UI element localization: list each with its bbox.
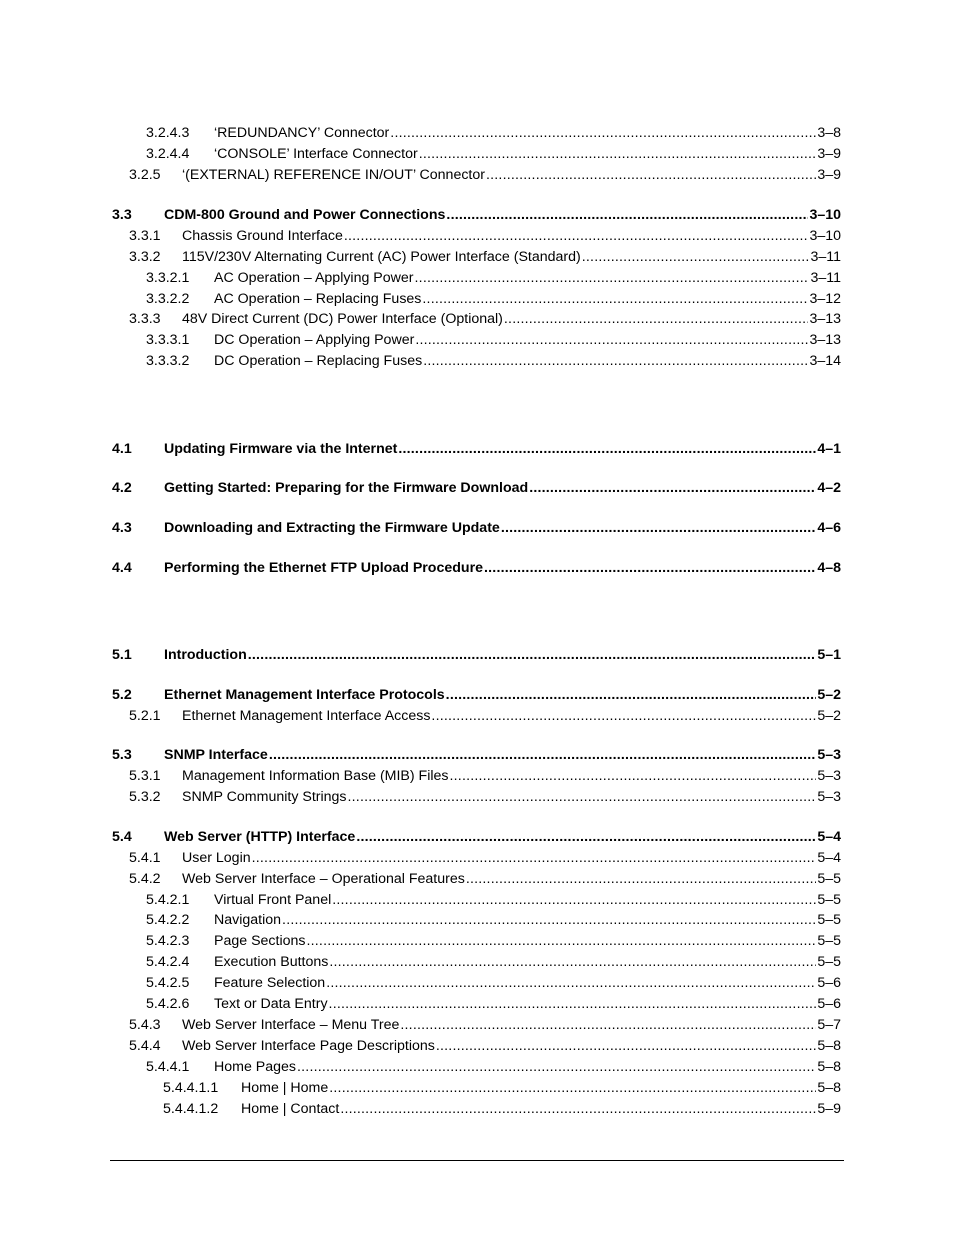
toc-section-entry[interactable] xyxy=(112,479,841,497)
toc-entry-number: 3.3.3.2 xyxy=(146,353,190,369)
toc-entry-title: Chassis Ground Interface xyxy=(182,228,343,244)
toc-entry-number: 5.3.1 xyxy=(129,768,161,784)
toc-entry-page: 3–10 xyxy=(809,228,841,244)
toc-dot-leader xyxy=(436,1037,816,1055)
toc-entry-title: Home | Contact xyxy=(241,1101,340,1117)
toc-entry-page: 5–5 xyxy=(817,954,841,970)
toc-dot-leader xyxy=(446,686,817,704)
toc-entry-title: Page Sections xyxy=(214,933,306,949)
toc-entry-number: 4.3 xyxy=(112,520,132,536)
toc-dot-leader xyxy=(422,290,808,308)
toc-entry[interactable] xyxy=(146,953,841,971)
toc-entry-number: 3.3 xyxy=(112,207,132,223)
toc-entry-number: 3.3.2.1 xyxy=(146,270,190,286)
toc-entry-page: 5–3 xyxy=(817,789,841,805)
toc-dot-leader xyxy=(486,166,816,184)
toc-entry[interactable] xyxy=(129,849,841,867)
toc-entry-title: Web Server Interface – Menu Tree xyxy=(182,1017,400,1033)
toc-entry-page: 5–5 xyxy=(817,871,841,887)
toc-entry-title: 48V Direct Current (DC) Power Interface (Optional) xyxy=(182,311,503,327)
toc-entry-title: Introduction xyxy=(164,647,247,663)
toc-dot-leader xyxy=(329,1079,816,1097)
toc-entry-page: 5–5 xyxy=(817,892,841,908)
toc-entry-number: 4.2 xyxy=(112,480,132,496)
toc-entry-number: 5.4.2.2 xyxy=(146,912,190,928)
toc-entry-title: DC Operation – Replacing Fuses xyxy=(214,353,423,369)
toc-entry-title: Management Information Base (MIB) Files xyxy=(182,768,449,784)
toc-entry-page: 5–8 xyxy=(817,1038,841,1054)
toc-entry-page: 5–4 xyxy=(817,850,841,866)
toc-entry-page: 3–13 xyxy=(809,311,841,327)
toc-entry-page: 3–11 xyxy=(810,270,841,286)
toc-entry-title: Virtual Front Panel xyxy=(214,892,332,908)
toc-entry[interactable] xyxy=(146,269,841,287)
toc-entry-page: 5–8 xyxy=(817,1059,841,1075)
toc-dot-leader xyxy=(466,870,816,888)
toc-dot-leader xyxy=(582,248,810,266)
toc-section-entry[interactable] xyxy=(112,206,841,224)
toc-entry-number: 3.2.4.4 xyxy=(146,146,190,162)
toc-entry-page: 3–13 xyxy=(809,332,841,348)
toc-entry-number: 5.4.3 xyxy=(129,1017,161,1033)
toc-entry-page: 5–6 xyxy=(817,975,841,991)
toc-entry-number: 5.1 xyxy=(112,647,132,663)
toc-section-entry[interactable] xyxy=(112,646,841,664)
toc-entry-number: 5.4.2.4 xyxy=(146,954,190,970)
toc-entry-title: ‘CONSOLE’ Interface Connector xyxy=(214,146,418,162)
toc-dot-leader xyxy=(484,559,816,577)
footer-divider xyxy=(110,1160,844,1161)
toc-entry-title: Getting Started: Preparing for the Firmware Download xyxy=(164,480,529,496)
toc-dot-leader xyxy=(504,310,809,328)
toc-dot-leader xyxy=(248,646,817,664)
toc-entry-title: SNMP Interface xyxy=(164,747,268,763)
toc-entry-number: 5.4.4.1.2 xyxy=(163,1101,219,1117)
toc-dot-leader xyxy=(356,828,816,846)
toc-entry-page: 5–6 xyxy=(817,996,841,1012)
toc-entry-title: Navigation xyxy=(214,912,282,928)
toc-entry-page: 4–6 xyxy=(817,520,841,536)
toc-entry[interactable] xyxy=(129,310,841,328)
toc-entry-page: 5–3 xyxy=(817,768,841,784)
toc-section-entry[interactable] xyxy=(112,440,841,458)
toc-entry[interactable] xyxy=(146,124,841,142)
toc-entry-page: 3–9 xyxy=(817,146,841,162)
toc-entry-title: User Login xyxy=(182,850,251,866)
toc-dot-leader xyxy=(269,746,817,764)
toc-entry-number: 5.3 xyxy=(112,747,132,763)
toc-dot-leader xyxy=(529,479,816,497)
toc-entry-title: Web Server (HTTP) Interface xyxy=(164,829,356,845)
toc-entry-number: 4.1 xyxy=(112,441,132,457)
toc-section-entry[interactable] xyxy=(112,828,841,846)
toc-entry-number: 4.4 xyxy=(112,560,132,576)
toc-dot-leader xyxy=(400,1016,816,1034)
toc-dot-leader xyxy=(415,331,808,349)
toc-entry-number: 5.4.2.5 xyxy=(146,975,190,991)
toc-dot-leader xyxy=(326,974,816,992)
toc-entry-number: 5.4 xyxy=(112,829,132,845)
toc-entry[interactable] xyxy=(163,1079,841,1097)
toc-entry[interactable] xyxy=(146,352,841,370)
toc-entry-page: 5–5 xyxy=(817,912,841,928)
toc-entry-number: 5.2.1 xyxy=(129,708,161,724)
toc-entry[interactable] xyxy=(146,932,841,950)
toc-entry-page: 4–1 xyxy=(817,441,841,457)
toc-entry-title: AC Operation – Replacing Fuses xyxy=(214,291,422,307)
toc-entry-title: SNMP Community Strings xyxy=(182,789,347,805)
toc-entry[interactable] xyxy=(146,331,841,349)
toc-entry-title: ‘(EXTERNAL) REFERENCE IN/OUT’ Connector xyxy=(182,167,485,183)
toc-entry-title: Web Server Interface – Operational Features xyxy=(182,871,465,887)
toc-entry-title: DC Operation – Applying Power xyxy=(214,332,415,348)
toc-dot-leader xyxy=(390,124,816,142)
toc-section-entry[interactable] xyxy=(112,746,841,764)
toc-entry[interactable] xyxy=(146,911,841,929)
toc-entry-page: 3–9 xyxy=(817,167,841,183)
toc-entry[interactable] xyxy=(129,227,841,245)
toc-dot-leader xyxy=(329,995,817,1013)
toc-entry-page: 4–8 xyxy=(817,560,841,576)
toc-entry[interactable] xyxy=(129,166,841,184)
toc-entry-page: 3–14 xyxy=(809,353,841,369)
toc-entry[interactable] xyxy=(129,870,841,888)
toc-entry-title: Web Server Interface Page Descriptions xyxy=(182,1038,435,1054)
toc-entry-title: Downloading and Extracting the Firmware Update xyxy=(164,520,500,536)
toc-dot-leader xyxy=(423,352,808,370)
toc-section-entry[interactable] xyxy=(112,686,841,704)
toc-entry-page: 5–1 xyxy=(817,647,841,663)
toc-entry-title: 115V/230V Alternating Current (AC) Power Interface (Standard) xyxy=(182,249,581,265)
toc-dot-leader xyxy=(329,953,816,971)
toc-dot-leader xyxy=(446,206,808,224)
toc-entry[interactable] xyxy=(129,248,841,266)
toc-entry[interactable] xyxy=(129,707,841,725)
toc-entry-number: 5.4.4 xyxy=(129,1038,161,1054)
toc-entry-title: ‘REDUNDANCY’ Connector xyxy=(214,125,390,141)
toc-dot-leader xyxy=(282,911,816,929)
toc-entry[interactable] xyxy=(146,891,841,909)
toc-entry[interactable] xyxy=(146,145,841,163)
toc-dot-leader xyxy=(398,440,816,458)
toc-entry-number: 3.3.3.1 xyxy=(146,332,190,348)
toc-entry-number: 5.4.2.6 xyxy=(146,996,190,1012)
toc-dot-leader xyxy=(431,707,816,725)
toc-entry[interactable] xyxy=(129,767,841,785)
toc-entry-title: Ethernet Management Interface Protocols xyxy=(164,687,445,703)
toc-entry-page: 5–2 xyxy=(817,687,841,703)
toc-dot-leader xyxy=(297,1058,816,1076)
toc-entry-title: Ethernet Management Interface Access xyxy=(182,708,431,724)
toc-entry-title: Updating Firmware via the Internet xyxy=(164,441,398,457)
toc-entry-page: 5–7 xyxy=(817,1017,841,1033)
toc-entry-page: 3–11 xyxy=(810,249,841,265)
toc-entry-page: 3–10 xyxy=(809,207,841,223)
toc-entry-title: AC Operation – Applying Power xyxy=(214,270,414,286)
toc-entry-number: 3.2.5 xyxy=(129,167,161,183)
toc-entry[interactable] xyxy=(146,995,841,1013)
toc-section-entry[interactable] xyxy=(112,519,841,537)
toc-dot-leader xyxy=(344,227,809,245)
toc-entry-number: 5.4.2.3 xyxy=(146,933,190,949)
toc-entry-title: CDM-800 Ground and Power Connections xyxy=(164,207,446,223)
toc-dot-leader xyxy=(307,932,817,950)
toc-entry[interactable] xyxy=(163,1100,841,1118)
toc-entry[interactable] xyxy=(146,974,841,992)
toc-entry-title: Feature Selection xyxy=(214,975,326,991)
toc-dot-leader xyxy=(419,145,817,163)
toc-dot-leader xyxy=(252,849,817,867)
toc-entry-number: 5.4.1 xyxy=(129,850,161,866)
toc-entry[interactable] xyxy=(129,788,841,806)
toc-entry-title: Performing the Ethernet FTP Upload Procedure xyxy=(164,560,484,576)
toc-entry[interactable] xyxy=(146,290,841,308)
toc-entry-page: 5–2 xyxy=(817,708,841,724)
toc-entry-number: 3.3.1 xyxy=(129,228,161,244)
toc-entry-title: Text or Data Entry xyxy=(214,996,328,1012)
toc-entry-page: 5–8 xyxy=(817,1080,841,1096)
toc-entry-number: 5.4.4.1 xyxy=(146,1059,190,1075)
toc-entry-number: 5.4.2.1 xyxy=(146,892,190,908)
toc-dot-leader xyxy=(450,767,817,785)
toc-entry-number: 3.3.2.2 xyxy=(146,291,190,307)
toc-entry[interactable] xyxy=(146,1058,841,1076)
toc-entry-number: 3.2.4.3 xyxy=(146,125,190,141)
toc-entry[interactable] xyxy=(129,1037,841,1055)
toc-entry-number: 3.3.2 xyxy=(129,249,161,265)
toc-entry-page: 4–2 xyxy=(817,480,841,496)
toc-entry-title: Execution Buttons xyxy=(214,954,329,970)
toc-entry-page: 5–5 xyxy=(817,933,841,949)
toc-entry-page: 3–8 xyxy=(817,125,841,141)
toc-dot-leader xyxy=(340,1100,816,1118)
toc-entry-title: Home Pages xyxy=(214,1059,297,1075)
toc-entry-page: 5–4 xyxy=(817,829,841,845)
toc-dot-leader xyxy=(348,788,817,806)
toc-dot-leader xyxy=(415,269,810,287)
toc-entry-number: 5.3.2 xyxy=(129,789,161,805)
toc-entry-page: 5–9 xyxy=(817,1101,841,1117)
toc-dot-leader xyxy=(332,891,816,909)
toc-entry-number: 5.4.2 xyxy=(129,871,161,887)
toc-entry[interactable] xyxy=(129,1016,841,1034)
toc-entry-number: 5.4.4.1.1 xyxy=(163,1080,219,1096)
toc-entry-page: 3–12 xyxy=(809,291,841,307)
toc-dot-leader xyxy=(501,519,817,537)
toc-section-entry[interactable] xyxy=(112,559,841,577)
toc-entry-number: 3.3.3 xyxy=(129,311,161,327)
toc-entry-page: 5–3 xyxy=(817,747,841,763)
toc-entry-title: Home | Home xyxy=(241,1080,329,1096)
toc-entry-number: 5.2 xyxy=(112,687,132,703)
